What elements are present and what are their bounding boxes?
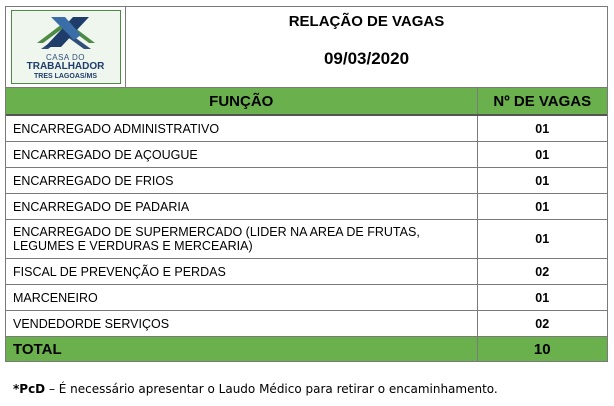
function-cell: ENCARREGADO DE SUPERMERCADO (LIDER NA AREA DE FRUTAS, LEGUMES E VERDURAS E MERCEARIA) [6, 220, 477, 259]
vacancy-table [6, 88, 607, 361]
footnote-prefix: *PcD [13, 382, 46, 396]
column-header-function: FUNÇÃO [6, 88, 477, 115]
column-header-vacancies: Nº DE VAGAS [477, 88, 607, 115]
page-title: RELAÇÃO DE VAGAS [288, 13, 445, 30]
table-row [6, 142, 607, 168]
table-header-row [6, 88, 607, 115]
vacancies-cell: 01 [477, 115, 607, 142]
function-cell: ENCARREGADO DE AÇOUGUE [6, 142, 477, 168]
vacancy-sheet [5, 6, 608, 362]
table-row [6, 115, 607, 142]
function-cell: ENCARREGADO DE FRIOS [6, 168, 477, 194]
footnote-text: – É necessário apresentar o Laudo Médico para retirar o encaminhamento. [45, 382, 498, 396]
function-cell: ENCARREGADO DE PADARIA [6, 194, 477, 220]
vacancies-cell: 01 [477, 142, 607, 168]
function-cell: FISCAL DE PREVENÇÃO E PERDAS [6, 259, 477, 285]
date-label: 09/03/2020 [323, 49, 410, 68]
house-x-icon [31, 13, 101, 53]
total-value: 10 [477, 337, 607, 362]
logo-line-2: TRABALHADOR [26, 61, 105, 72]
function-cell: VENDEDORDE SERVIÇOS [6, 311, 477, 337]
logo-cell [6, 7, 126, 87]
table-row [6, 220, 607, 259]
table-row [6, 194, 607, 220]
sheet-header [6, 7, 607, 88]
footnote [13, 382, 498, 396]
table-row [6, 168, 607, 194]
function-cell: ENCARREGADO ADMINISTRATIVO [6, 115, 477, 142]
casa-do-trabalhador-logo [11, 10, 121, 84]
total-row [6, 337, 607, 362]
vacancies-cell: 02 [477, 311, 607, 337]
logo-line-1: CASA DO [45, 53, 86, 62]
vacancies-cell: 01 [477, 168, 607, 194]
table-row [6, 259, 607, 285]
title-cell [126, 7, 607, 87]
logo-line-3: TRES LAGOAS/MS [33, 73, 97, 80]
vacancies-cell: 01 [477, 194, 607, 220]
total-label: TOTAL [6, 337, 477, 362]
vacancies-cell: 01 [477, 220, 607, 259]
function-cell: MARCENEIRO [6, 285, 477, 311]
table-row [6, 311, 607, 337]
vacancies-cell: 02 [477, 259, 607, 285]
table-row [6, 285, 607, 311]
vacancies-cell: 01 [477, 285, 607, 311]
